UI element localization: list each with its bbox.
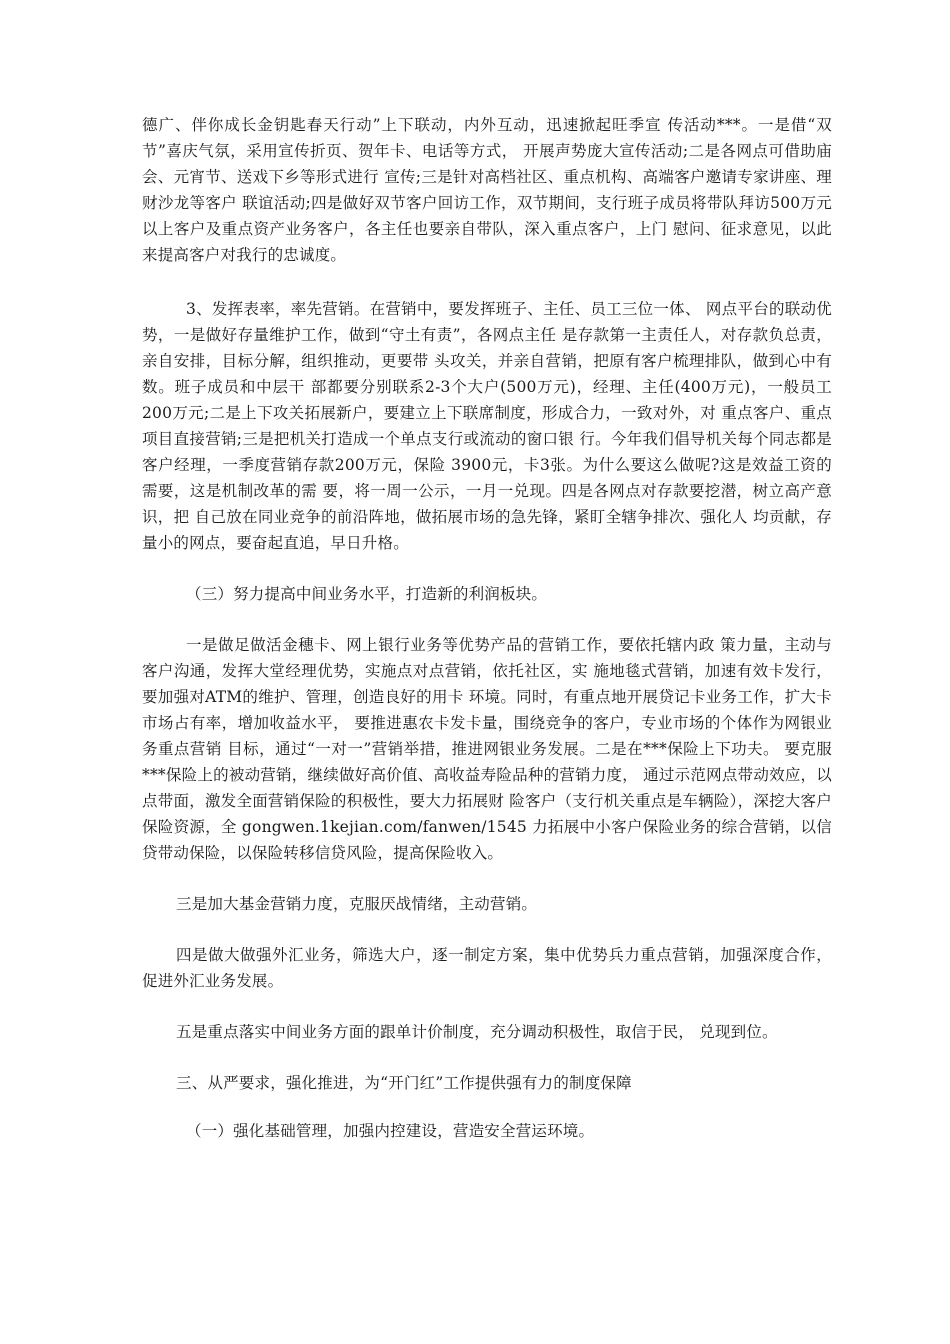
section-heading-basic-management: （一）强化基础管理，加强内控建设，营造安全营运环境。 xyxy=(186,1122,595,1140)
paragraph-campaign-activities: 德广、伴你成长金钥匙春天行动”上下联动，内外互动，迅速掀起旺季宣 传活动***。一是借“双节”喜庆气氛，采用宣传折页、贺年卡、电话等方式， 开展声势庞大宣传活动;二是各网点可借助庙会、元宵节、送戏下乡等形式进行 宣传;三是针对高档社区、重点机构、高端客户邀请专家讲座、理财沙龙等客户 联谊活动;四是做好双节客户回访工作，双节期间，支行班子成员将带队拜访500万元以上客户及重点资产业务客户，各主任也要亲自带队，深入重点客户，上门 慰问、征求意见，以此来提高客户对我行的忠诚度。 xyxy=(142,116,832,264)
document-page xyxy=(142,112,832,1144)
paragraph-pricing-system: 五是重点落实中间业务方面的跟单计价制度，充分调动积极性，取信于民， 兑现到位。 xyxy=(176,1023,778,1041)
section-heading-strict-requirements: 三、从严要求，强化推进，为“开门红”工作提供强有力的制度保障 xyxy=(176,1074,632,1092)
paragraph-card-insurance-marketing: 一是做足做活金穗卡、网上银行业务等优势产品的营销工作，要依托辖内政 策力量，主动与客户沟通，发挥大堂经理优势，实施点对点营销，依托社区，实 施地毯式营销，加速有效卡发行，要加强对ATM的维护、管理，创造良好的用卡 环境。同时，有重点地开展贷记卡业务工作，扩大卡市场占有率，增加收益水平， 要推进惠农卡发卡量，围绕竞争的客户，专业市场的个体作为网银业务重点营销 目标，通过“一对一”营销举措，推进网银业务发展。二是在***保险上下功夫。 要克服***保险上的被动营销，继续做好高价值、高收益寿险品种的营销力度， 通过示范网点带动效应，以点带面，激发全面营销保险的积极性，要大力拓展财 险客户（支行机关重点是车辆险），深挖大客户保险资源，全 gongwen.1kejian.com/fanwen/1545 力拓展中小客户保险业务的综合营销，以信 贷带动保险，以保险转移信贷风险，提高保险收入。 xyxy=(142,636,832,862)
paragraph-forex-business: 四是做大做强外汇业务，筛选大户，逐一制定方案，集中优势兵力重点营销，加强深度合作，促进外汇业务发展。 xyxy=(142,946,832,990)
paragraph-lead-marketing: 3、发挥表率，率先营销。在营销中，要发挥班子、主任、员工三位一体、 网点平台的联动优势，一是做好存量维护工作，做到“守土有责”，各网点主任 是存款第一主责任人，对存款负总责，亲自安排，目标分解，组织推动，更要带 头攻关，并亲自营销，把原有客户梳理排队，做到心中有数。班子成员和中层干 部都要分别联系2-3个大户(500万元)，经理、主任(400万元)，一般员工200万元;二是上下攻关拓展新户，要建立上下联席制度，形成合力，一致对外，对 重点客户、重点项目直接营销;三是把机关打造成一个单点支行或流动的窗口银 行。今年我们倡导机关每个同志都是客户经理，一季度营销存款200万元，保险 3900元，卡3张。为什么要这么做呢?这是效益工资的需要，这是机制改革的需 要，将一周一公示，一月一兑现。四是各网点对存款要挖潜，树立高产意识，把 自己放在同业竞争的前沿阵地，做拓展市场的急先锋，紧盯全辖争排次、强化人 均贡献，存量小的网点，要奋起直追，早日升格。 xyxy=(142,300,832,552)
paragraph-fund-marketing: 三是加大基金营销力度，克服厌战情绪，主动营销。 xyxy=(176,895,538,913)
section-heading-intermediate-business: （三）努力提高中间业务水平，打造新的利润板块。 xyxy=(186,585,548,603)
